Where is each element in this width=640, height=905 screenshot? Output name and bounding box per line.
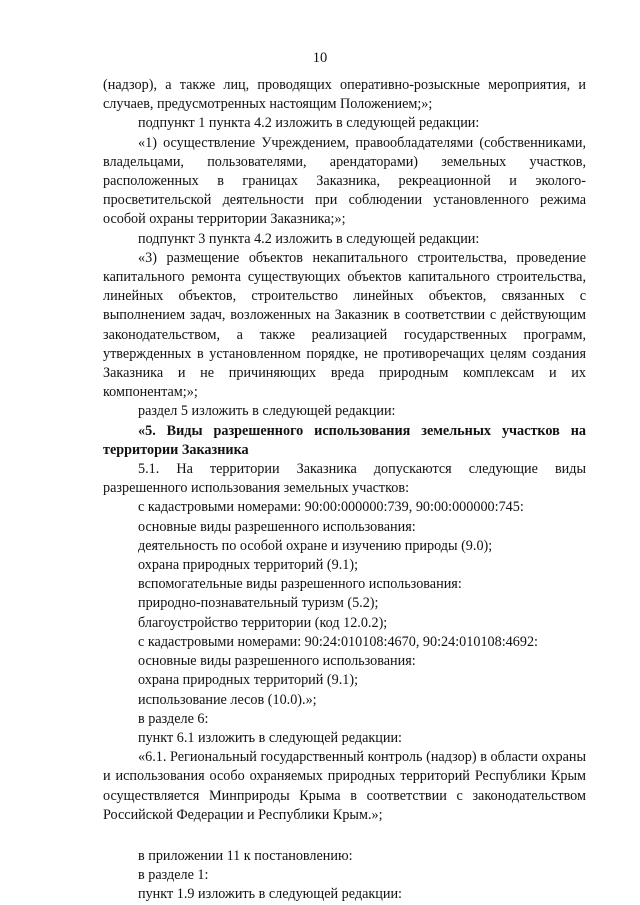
list-item: основные виды разрешенного использования: bbox=[138, 653, 416, 670]
paragraph-instruction: пункт 1.9 изложить в следующей редакции: bbox=[138, 886, 402, 903]
paragraph-quoted-item: «6.1. Региональный государственный контроль (надзор) в области охраны и использования особо охраняемых природных территорий Республики Крым осуществляется Минприроды Крыма в соответствии с законодательством Российской Федерации и Республики Крым.»; bbox=[103, 749, 586, 823]
list-item: благоустройство территории (код 12.0.2); bbox=[138, 614, 388, 631]
paragraph-quoted-item: «1) осуществление Учреждением, правообладателями (собственниками, владельцами, пользователями, арендаторами) земельных участков, расположенных в границах Заказника, рекреационной и эколого-просветительской деятельности при соблюдении установленного режима особой охраны территории Заказника;»; bbox=[103, 134, 586, 228]
paragraph-instruction: в приложении 11 к постановлению: bbox=[138, 847, 353, 864]
paragraph-quoted-item: «3) размещение объектов некапитального строительства, проведение капитального ремонта существующих объектов капитального строительства, линейных объектов, строительство линейных объектов, связанных с выполнением задач, возложенных на Заказник в соответствии с действующим законодательством, а также реализацией государственных программ, утвержденных в установленном порядке, не противоречащих целям создания Заказника и не причиняющих вреда природным комплексам и их компонентам;»; bbox=[103, 249, 586, 401]
page-number: 10 bbox=[312, 50, 328, 66]
list-item: природно-познавательный туризм (5.2); bbox=[138, 595, 379, 612]
section-heading: «5. Виды разрешенного использования земельных участков на территории Заказника bbox=[103, 422, 586, 458]
paragraph-instruction: в разделе 1: bbox=[138, 867, 209, 884]
list-item: деятельность по особой охране и изучению природы (9.0); bbox=[138, 537, 493, 554]
paragraph-spacer bbox=[103, 825, 586, 847]
list-item: использование лесов (10.0).»; bbox=[138, 691, 317, 708]
document-body bbox=[103, 76, 586, 905]
list-item: с кадастровыми номерами: 90:24:010108:4670, 90:24:010108:4692: bbox=[138, 633, 538, 650]
paragraph-continuation: (надзор), а также лиц, проводящих оперативно-розыскные мероприятия, и случаев, предусмотренных настоящим Положением;»; bbox=[103, 77, 586, 113]
paragraph-instruction: в разделе 6: bbox=[138, 710, 209, 727]
list-item: охрана природных территорий (9.1); bbox=[138, 557, 359, 574]
list-item: охрана природных территорий (9.1); bbox=[138, 672, 359, 689]
paragraph-instruction: раздел 5 изложить в следующей редакции: bbox=[138, 403, 396, 420]
paragraph-instruction: подпункт 1 пункта 4.2 изложить в следующей редакции: bbox=[138, 115, 480, 132]
list-item: с кадастровыми номерами: 90:00:000000:739, 90:00:000000:745: bbox=[138, 499, 524, 516]
list-item: основные виды разрешенного использования: bbox=[138, 518, 416, 535]
paragraph-clause: 5.1. На территории Заказника допускаются следующие виды разрешенного использования земельных участков: bbox=[103, 461, 586, 497]
paragraph-instruction: пункт 6.1 изложить в следующей редакции: bbox=[138, 729, 402, 746]
list-item: вспомогательные виды разрешенного использования: bbox=[138, 576, 462, 593]
paragraph-instruction: подпункт 3 пункта 4.2 изложить в следующей редакции: bbox=[138, 230, 480, 247]
